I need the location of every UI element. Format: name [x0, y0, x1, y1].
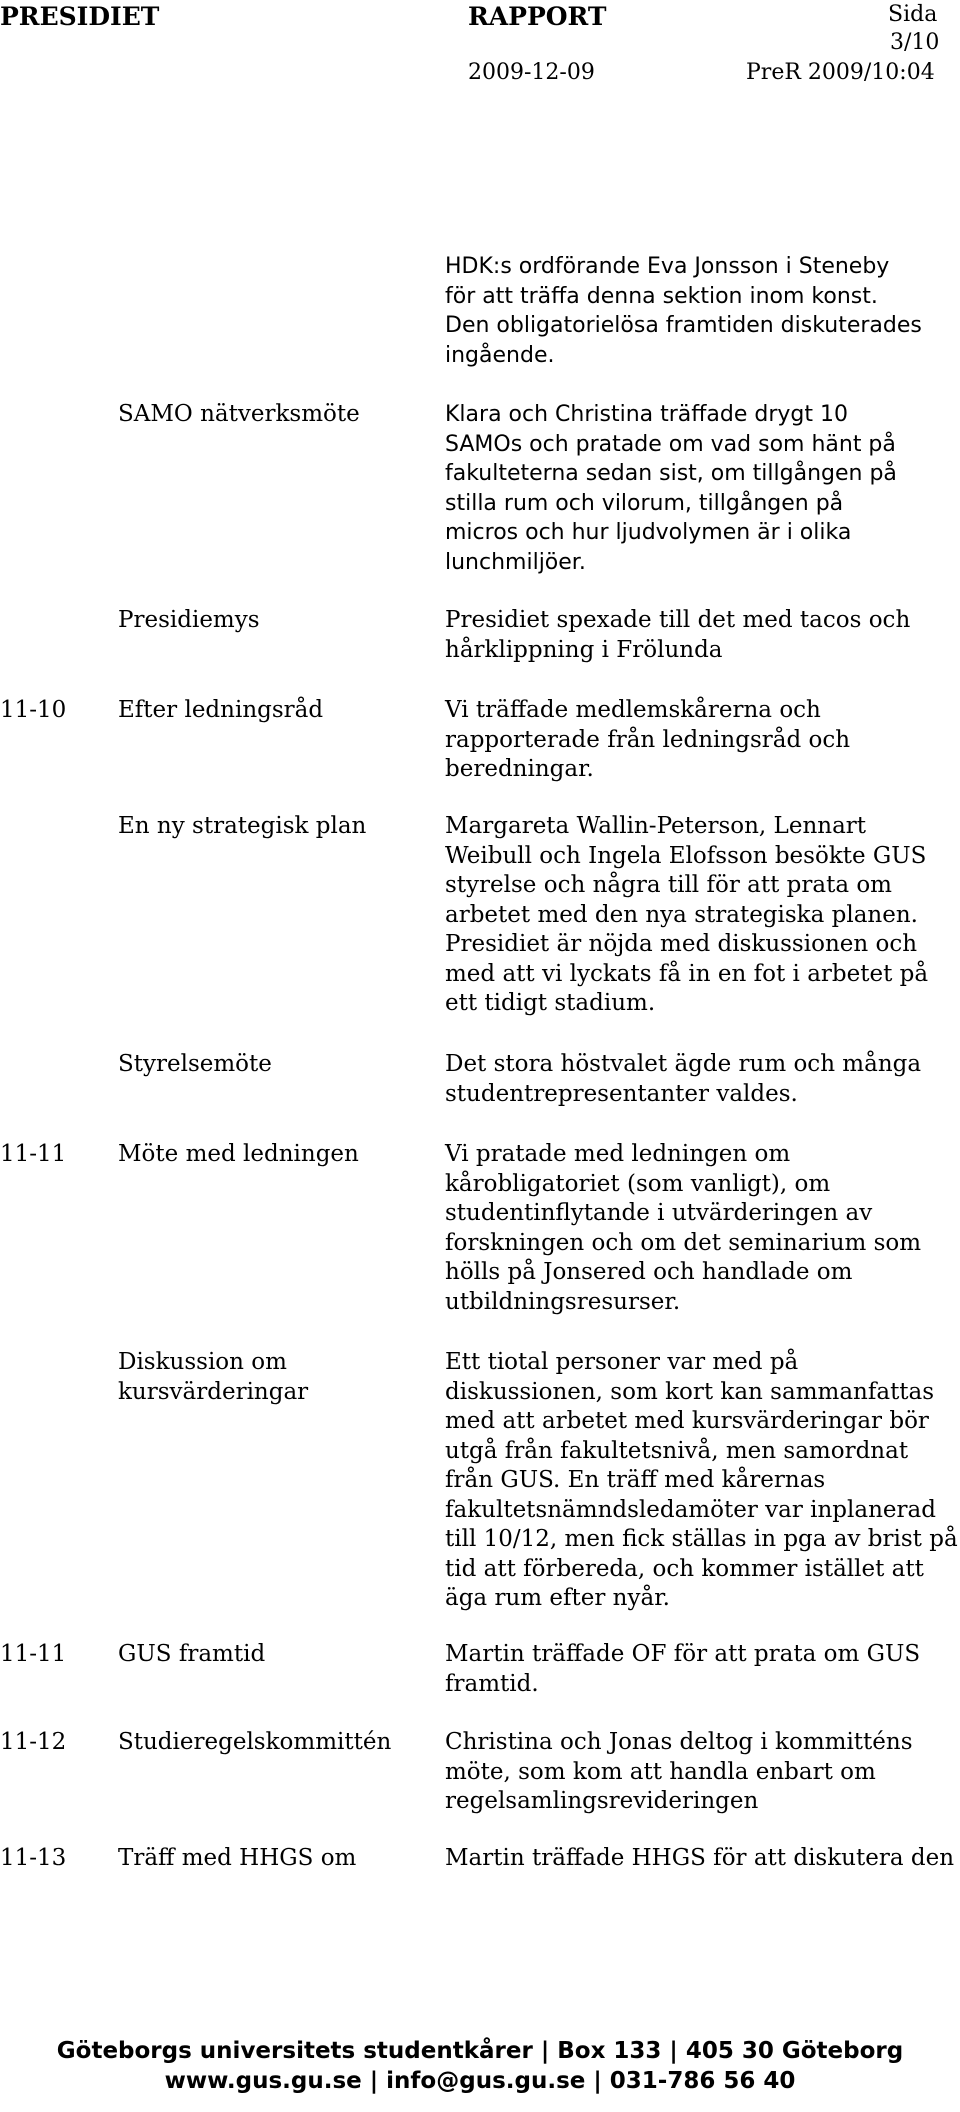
entry-text-line: fakulteterna sedan sist, om tillgången på: [445, 461, 897, 486]
entry-text-line: Vi träffade medlemskårerna och: [445, 697, 821, 723]
entry-subject-line: En ny strategisk plan: [118, 813, 367, 839]
entry-subject-line: GUS framtid: [118, 1641, 266, 1667]
entry-text: [445, 1348, 958, 1614]
header-page-label: Sida: [888, 2, 938, 27]
entry-text-line: styrelse och några till för att prata om: [445, 872, 892, 898]
entry-text-line: arbetet med den nya strategiska planen.: [445, 901, 918, 928]
entry-date: 11-11: [0, 1141, 67, 1167]
entry-text: [445, 812, 950, 1019]
entry-text: [445, 1844, 955, 1874]
entry-subject-line: Studieregelskommittén: [118, 1729, 392, 1755]
entry-text: [445, 252, 950, 370]
entry-subject-line: Presidiemys: [118, 607, 260, 633]
entry-text-line: lunchmiljöer.: [445, 549, 586, 575]
entry-subject-line: Styrelsemöte: [118, 1051, 272, 1077]
header-reference: PreR 2009/10:04: [746, 60, 935, 85]
entry-text-line: från GUS. En träff med kårernas: [445, 1467, 826, 1493]
entry-text-line: tid att förbereda, och kommer istället att: [445, 1555, 924, 1582]
entry-text: [445, 400, 950, 577]
entry-subject: [118, 1728, 438, 1758]
entry-text-line: Den obligatorielösa framtiden diskuterades: [445, 313, 922, 338]
entry-text-line: Presidiet är nöjda med diskussionen och: [445, 931, 918, 957]
entry-text-line: fakultetsnämndsledamöter var inplanerad: [445, 1496, 936, 1523]
entry-date: 11-12: [0, 1729, 67, 1755]
entry-subject-line: Möte med ledningen: [118, 1141, 359, 1167]
entry-subject: [118, 1348, 438, 1407]
entry-text-line: Ett tiotal personer var med på: [445, 1349, 799, 1375]
entry-subject-line: Efter ledningsråd: [118, 697, 324, 723]
entry-text-line: utbildningsresurser.: [445, 1288, 681, 1315]
footer-contact: www.gus.gu.se | info@gus.gu.se | 031-786 56 40: [164, 2068, 796, 2094]
entry-text-line: Martin träffade HHGS för att diskutera den: [445, 1845, 955, 1871]
entry-text-line: kårobligatoriet (som vanligt), om: [445, 1170, 831, 1197]
entry-text-line: micros och hur ljudvolymen är i olika: [445, 520, 852, 545]
entry-subject-line: Träff med HHGS om: [118, 1845, 357, 1871]
entry-date: 11-13: [0, 1845, 67, 1871]
entry-subject-line: SAMO nätverksmöte: [118, 401, 360, 427]
entry-text-line: möte, som kom att handla enbart om: [445, 1758, 876, 1785]
entry-text-line: Det stora höstvalet ägde rum och många: [445, 1051, 922, 1077]
entry-text-line: studentinflytande i utvärderingen av: [445, 1200, 873, 1226]
entry-text: [445, 1050, 950, 1109]
entry-text-line: Christina och Jonas deltog i kommitténs: [445, 1729, 913, 1755]
entry-text-line: beredningar.: [445, 756, 594, 782]
entry-text-line: Klara och Christina träffade drygt 10: [445, 402, 849, 427]
entry-subject: [118, 1640, 438, 1670]
entry-text-line: Margareta Wallin-Peterson, Lennart: [445, 813, 867, 839]
entry-subject: [118, 400, 438, 430]
entry-text-line: Martin träffade OF för att prata om GUS: [445, 1641, 921, 1667]
entry-text-line: diskussionen, som kort kan sammanfattas: [445, 1378, 935, 1405]
entry-text-line: studentrepresentanter valdes.: [445, 1080, 798, 1107]
entry-text-line: till 10/12, men fick ställas in pga av brist på: [445, 1526, 958, 1552]
entry-subject: [118, 1844, 438, 1874]
entry-text-line: SAMOs och pratade om vad som hänt på: [445, 431, 896, 457]
entry-text: [445, 696, 950, 785]
entry-text-line: utgå från fakultetsnivå, men samordnat: [445, 1437, 909, 1464]
entry-text-line: Vi pratade med ledningen om: [445, 1141, 791, 1167]
entry-text: [445, 606, 950, 665]
entry-subject: [118, 1140, 438, 1170]
entry-text-line: ingående.: [445, 342, 555, 368]
entry-subject: [118, 606, 438, 636]
entry-text-line: rapporterade från ledningsråd och: [445, 726, 851, 753]
entry-subject-line: kursvärderingar: [118, 1378, 309, 1405]
entry-subject: [118, 696, 438, 726]
header-page-number: 3/10: [890, 30, 940, 55]
entry-text-line: framtid.: [445, 1670, 539, 1697]
entry-subject: [118, 1050, 438, 1080]
entry-text-line: med att vi lyckats få in en fot i arbetet på: [445, 960, 929, 987]
entry-text: [445, 1140, 950, 1317]
entry-date: 11-11: [0, 1641, 67, 1667]
entry-text-line: Presidiet spexade till det med tacos och: [445, 607, 911, 633]
entry-text-line: för att träffa denna sektion inom konst.: [445, 283, 878, 309]
entry-subject-line: Diskussion om: [118, 1349, 287, 1375]
entry-text-line: forskningen och om det seminarium som: [445, 1229, 922, 1256]
header-date: 2009-12-09: [468, 60, 595, 85]
entry-text-line: hölls på Jonsered och handlade om: [445, 1259, 853, 1285]
entry-text-line: med att arbetet med kursvärderingar bör: [445, 1408, 929, 1434]
entry-text-line: hårklippning i Frölunda: [445, 636, 723, 663]
entry-text-line: äga rum efter nyår.: [445, 1585, 670, 1611]
entry-text-line: ett tidigt stadium.: [445, 990, 656, 1016]
entry-text-line: Weibull och Ingela Elofsson besökte GUS: [445, 842, 927, 869]
entry-text-line: regelsamlingsrevideringen: [445, 1788, 759, 1814]
footer-address: Göteborgs universitets studentkårer | Box 133 | 405 30 Göteborg: [56, 2038, 904, 2064]
entry-subject: [118, 812, 438, 842]
entry-date: 11-10: [0, 697, 67, 723]
entry-text: [445, 1728, 950, 1817]
entry-text-line: HDK:s ordförande Eva Jonsson i Steneby: [445, 254, 890, 279]
header-document-type: RAPPORT: [468, 2, 607, 31]
entry-text: [445, 1640, 950, 1699]
entry-text-line: stilla rum och vilorum, tillgången på: [445, 490, 844, 516]
header-organization: PRESIDIET: [0, 2, 160, 31]
